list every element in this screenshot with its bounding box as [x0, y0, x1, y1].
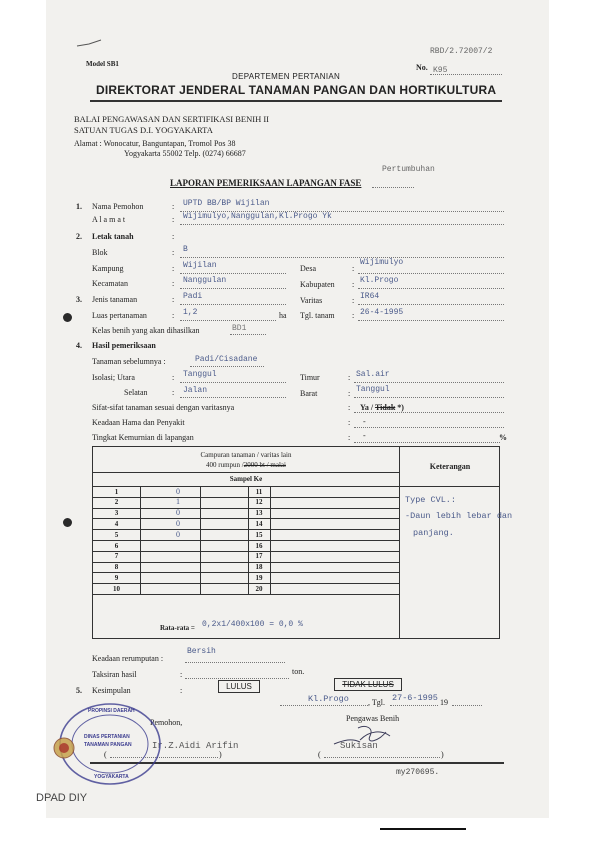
dots	[358, 273, 504, 274]
office-line-2: SATUAN TUGAS D.I. YOGYAKARTA	[74, 125, 213, 135]
colon: :	[172, 202, 175, 211]
kesimpulan-label: Kesimpulan	[92, 686, 131, 695]
sample-value: 0	[176, 518, 180, 528]
table-head-3: Sampel Ke	[229, 475, 263, 483]
table-head-2	[93, 461, 399, 469]
stamp-line-1: DINAS PERTANIAN	[84, 734, 130, 740]
colon: :	[172, 264, 175, 273]
sample-number: 11	[255, 487, 263, 496]
colon: :	[172, 232, 175, 241]
office-line-1: BALAI PENGAWASAN DAN SERTIFIKASI BENIH II	[74, 114, 270, 124]
keterangan-line-3: panjang.	[413, 528, 454, 538]
tgl-tanam-label: Tgl. tanam	[300, 311, 335, 320]
colon: :	[348, 433, 351, 442]
keterangan-line-1: Type CVL.:	[405, 495, 457, 505]
sample-number: 13	[255, 509, 263, 518]
sample-number: 15	[255, 530, 263, 539]
table-divider	[399, 446, 400, 639]
selatan-value: Jalan	[183, 386, 208, 395]
keterangan-head: Keterangan	[429, 462, 471, 471]
kelas-label: Kelas benih yang akan dihasilkan	[92, 326, 200, 335]
tidak-lulus-box	[334, 678, 402, 691]
kabupaten-value: Kl.Progo	[360, 276, 399, 285]
table-rule	[93, 472, 399, 473]
hama-label: Keadaan Hama dan Penyakit	[92, 418, 185, 427]
luas-label: Luas pertanaman	[92, 311, 147, 320]
stamp-ring-bottom: YOGYAKARTA	[94, 774, 129, 780]
colon: :	[172, 248, 175, 257]
blok-label: Blok	[92, 248, 108, 257]
dots	[358, 288, 504, 289]
pemohon-close-paren: )	[219, 750, 222, 759]
tanaman-sebelum-value: Padi/Cisadane	[195, 355, 258, 364]
dots	[180, 288, 286, 289]
directorate-title: DIREKTORAT JENDERAL TANAMAN PANGAN DAN HORTIKULTURA	[96, 83, 497, 97]
dots	[354, 427, 504, 428]
tanaman-sebelum-label: Tanaman sebelumnya :	[92, 357, 166, 366]
nama-pemohon-value: UPTD BB/BP Wijilan	[183, 199, 270, 208]
number-dots	[430, 74, 502, 75]
dots	[230, 334, 266, 335]
ha-unit: ha	[279, 311, 287, 320]
colon: :	[180, 670, 183, 679]
blok-value: B	[183, 245, 188, 254]
dots	[354, 382, 504, 383]
stamp-ring-top: PROPINSI DAERAH	[88, 708, 135, 714]
table-head-2b: 2000 bt / malai	[243, 461, 286, 469]
tidak-lulus-text: TIDAK LULUS	[342, 680, 394, 689]
kecamatan-label: Kecamatan	[92, 279, 128, 288]
colon: :	[348, 403, 351, 412]
dots	[452, 705, 482, 706]
colon: :	[172, 215, 175, 224]
kemurnian-value: -	[363, 431, 366, 440]
sifat-value: Ya / Tidak *)	[360, 403, 404, 412]
tgl-tanam-value: 26-4-1995	[360, 308, 404, 317]
sample-number: 1	[114, 487, 119, 496]
colon: :	[172, 295, 175, 304]
table-head-1: Campuran tanaman / varitas lain	[200, 451, 292, 459]
item-number-4: 4.	[76, 341, 82, 350]
varitas-value: IR64	[360, 292, 380, 301]
number-value-2: K95	[433, 66, 448, 75]
dots	[358, 304, 504, 305]
ton-unit: ton.	[292, 667, 305, 676]
item-number-1: 1.	[76, 202, 82, 211]
dots	[180, 320, 276, 321]
sample-value: 0	[176, 486, 180, 496]
sample-number: 7	[114, 552, 119, 561]
punch-hole-top	[63, 313, 72, 322]
sample-number: 3	[114, 509, 119, 518]
punch-hole-bottom	[63, 518, 72, 527]
colon: :	[352, 296, 355, 305]
sample-number: 18	[255, 563, 263, 572]
stamp-line-2: TANAMAN PANGAN	[84, 742, 132, 748]
barat-value: Tanggul	[356, 385, 390, 394]
dots	[180, 257, 504, 258]
item-number-3: 3.	[76, 295, 82, 304]
scan-bar	[380, 828, 466, 830]
colon: :	[348, 389, 351, 398]
sample-number: 2	[114, 498, 119, 507]
sample-number: 17	[255, 552, 263, 561]
date-value: 27-6-1995	[392, 693, 438, 703]
luas-value: 1,2	[183, 308, 198, 317]
sample-value: 1	[176, 497, 180, 507]
colon: :	[172, 388, 175, 397]
timur-value: Sal.air	[356, 370, 390, 379]
hama-value: -	[363, 417, 366, 426]
colon: :	[352, 280, 355, 289]
pengawas-open-paren: (	[318, 750, 321, 759]
varitas-label: Varitas	[300, 296, 323, 305]
pemohon-name: Ir.Z.Aidi Arifin	[152, 741, 239, 751]
selatan-label: Selatan	[124, 388, 148, 397]
sample-number: 10	[113, 584, 120, 593]
dots	[354, 442, 500, 443]
sample-number: 6	[114, 541, 119, 550]
sample-number: 9	[114, 573, 119, 582]
alamat-value: Wijimulyo,Nanggulan,Kl.Progo Yk	[183, 212, 332, 221]
dots	[185, 662, 285, 663]
colon: :	[172, 373, 175, 382]
pengawas-label: Pengawas Benih	[346, 714, 400, 723]
sample-number: 14	[255, 519, 263, 528]
dots	[354, 397, 504, 398]
pengawas-name: Sukisan	[340, 741, 378, 751]
header-rule	[90, 100, 502, 102]
archive-watermark: DPAD DIY	[36, 792, 88, 804]
model-label: Model SB1	[86, 60, 119, 68]
jenis-tanaman-label: Jenis tanaman	[92, 295, 138, 304]
item-number-5: 5.	[76, 686, 82, 695]
pemohon-label: Pemohon,	[150, 718, 183, 727]
colon: :	[348, 373, 351, 382]
desa-value: Wijimulyo	[360, 258, 404, 267]
dots	[180, 224, 504, 225]
dots	[280, 705, 368, 706]
kabupaten-label: Kabupaten	[300, 280, 335, 289]
dots	[180, 273, 286, 274]
timur-label: Timur	[300, 373, 320, 382]
table-head-2a: 400 rumpun /	[206, 461, 244, 469]
sifat-label: Sifat-sifat tanaman sesuai dengan varitasnya	[92, 403, 235, 412]
kecamatan-value: Nanggulan	[183, 276, 227, 285]
colon: :	[352, 311, 355, 320]
isolasi-utara-value: Tanggul	[183, 370, 217, 379]
kemurnian-label: Tingkat Kemurnian di lapangan	[92, 433, 194, 442]
hasil-label: Hasil pemeriksaan	[92, 341, 156, 350]
sample-number: 20	[255, 584, 263, 593]
dots	[354, 412, 504, 413]
colon: :	[352, 264, 355, 273]
dots	[390, 705, 438, 706]
lulus-box: LULUS	[218, 680, 260, 693]
number-label: No.	[416, 63, 428, 72]
tgl-label: , Tgl.	[368, 698, 385, 707]
sample-value: 0	[176, 529, 180, 539]
report-title-dots	[372, 187, 414, 188]
nama-pemohon-label: Nama Pemohon	[92, 202, 144, 211]
pemohon-open-paren: (	[104, 750, 107, 759]
dots	[180, 304, 286, 305]
jenis-tanaman-value: Padi	[183, 292, 203, 301]
place-value: Kl.Progo	[308, 694, 349, 704]
barat-label: Barat	[300, 389, 318, 398]
sample-number: 19	[255, 573, 263, 582]
sample-number: 16	[255, 541, 263, 550]
kampung-value: Wijilan	[183, 261, 217, 270]
sample-number: 4	[114, 519, 119, 528]
rerumputan-label: Keadaan rerumputan :	[92, 654, 164, 663]
desa-label: Desa	[300, 264, 316, 273]
letak-tanah-label: Letak tanah	[92, 232, 134, 241]
alamat-label: A l a m a t	[92, 215, 126, 224]
colon: :	[172, 311, 175, 320]
colon: :	[180, 686, 183, 695]
pen-mark	[75, 36, 105, 50]
isolasi-utara-label: Isolasi; Utara	[92, 373, 135, 382]
grid-row-line	[93, 594, 399, 595]
sample-number: 8	[114, 563, 119, 572]
rata-value: 0,2x1/400x100 = 0,0 %	[202, 620, 303, 629]
dots	[190, 366, 264, 367]
report-title: LAPORAN PEMERIKSAAN LAPANGAN FASE	[170, 178, 362, 188]
rerumputan-value: Bersih	[187, 647, 216, 656]
address-line-2: Yogyakarta 55002 Telp. (0274) 66687	[124, 149, 246, 158]
office-stamp	[48, 700, 164, 786]
kelas-value: BD1	[232, 324, 247, 333]
taksiran-label: Taksiran hasil	[92, 670, 137, 679]
phase-value: Pertumbuhan	[382, 165, 435, 174]
sample-number: 12	[255, 498, 263, 507]
sample-value: 0	[176, 508, 180, 518]
kampung-label: Kampung	[92, 264, 124, 273]
reference-code: my270695.	[396, 768, 440, 777]
dots	[324, 757, 440, 758]
dots	[358, 320, 504, 321]
percent-sign: %	[499, 433, 507, 442]
department-title: DEPARTEMEN PERTANIAN	[232, 72, 341, 81]
rata-label: Rata-rata =	[160, 624, 195, 632]
dots	[180, 382, 286, 383]
pengawas-close-paren: )	[441, 750, 444, 759]
dots	[185, 678, 289, 679]
keterangan-line-2: -Daun lebih lebar dan	[405, 511, 513, 521]
colon: :	[348, 418, 351, 427]
colon: :	[172, 279, 175, 288]
sample-number: 5	[114, 530, 119, 539]
item-number-2: 2.	[76, 232, 82, 241]
year-suffix: 19	[440, 698, 448, 707]
address-line-1: Alamat : Wonocatur, Banguntapan, Tromol Pos 38	[74, 139, 236, 148]
number-value-1: RBD/2.72007/2	[430, 47, 493, 56]
dots	[180, 397, 286, 398]
